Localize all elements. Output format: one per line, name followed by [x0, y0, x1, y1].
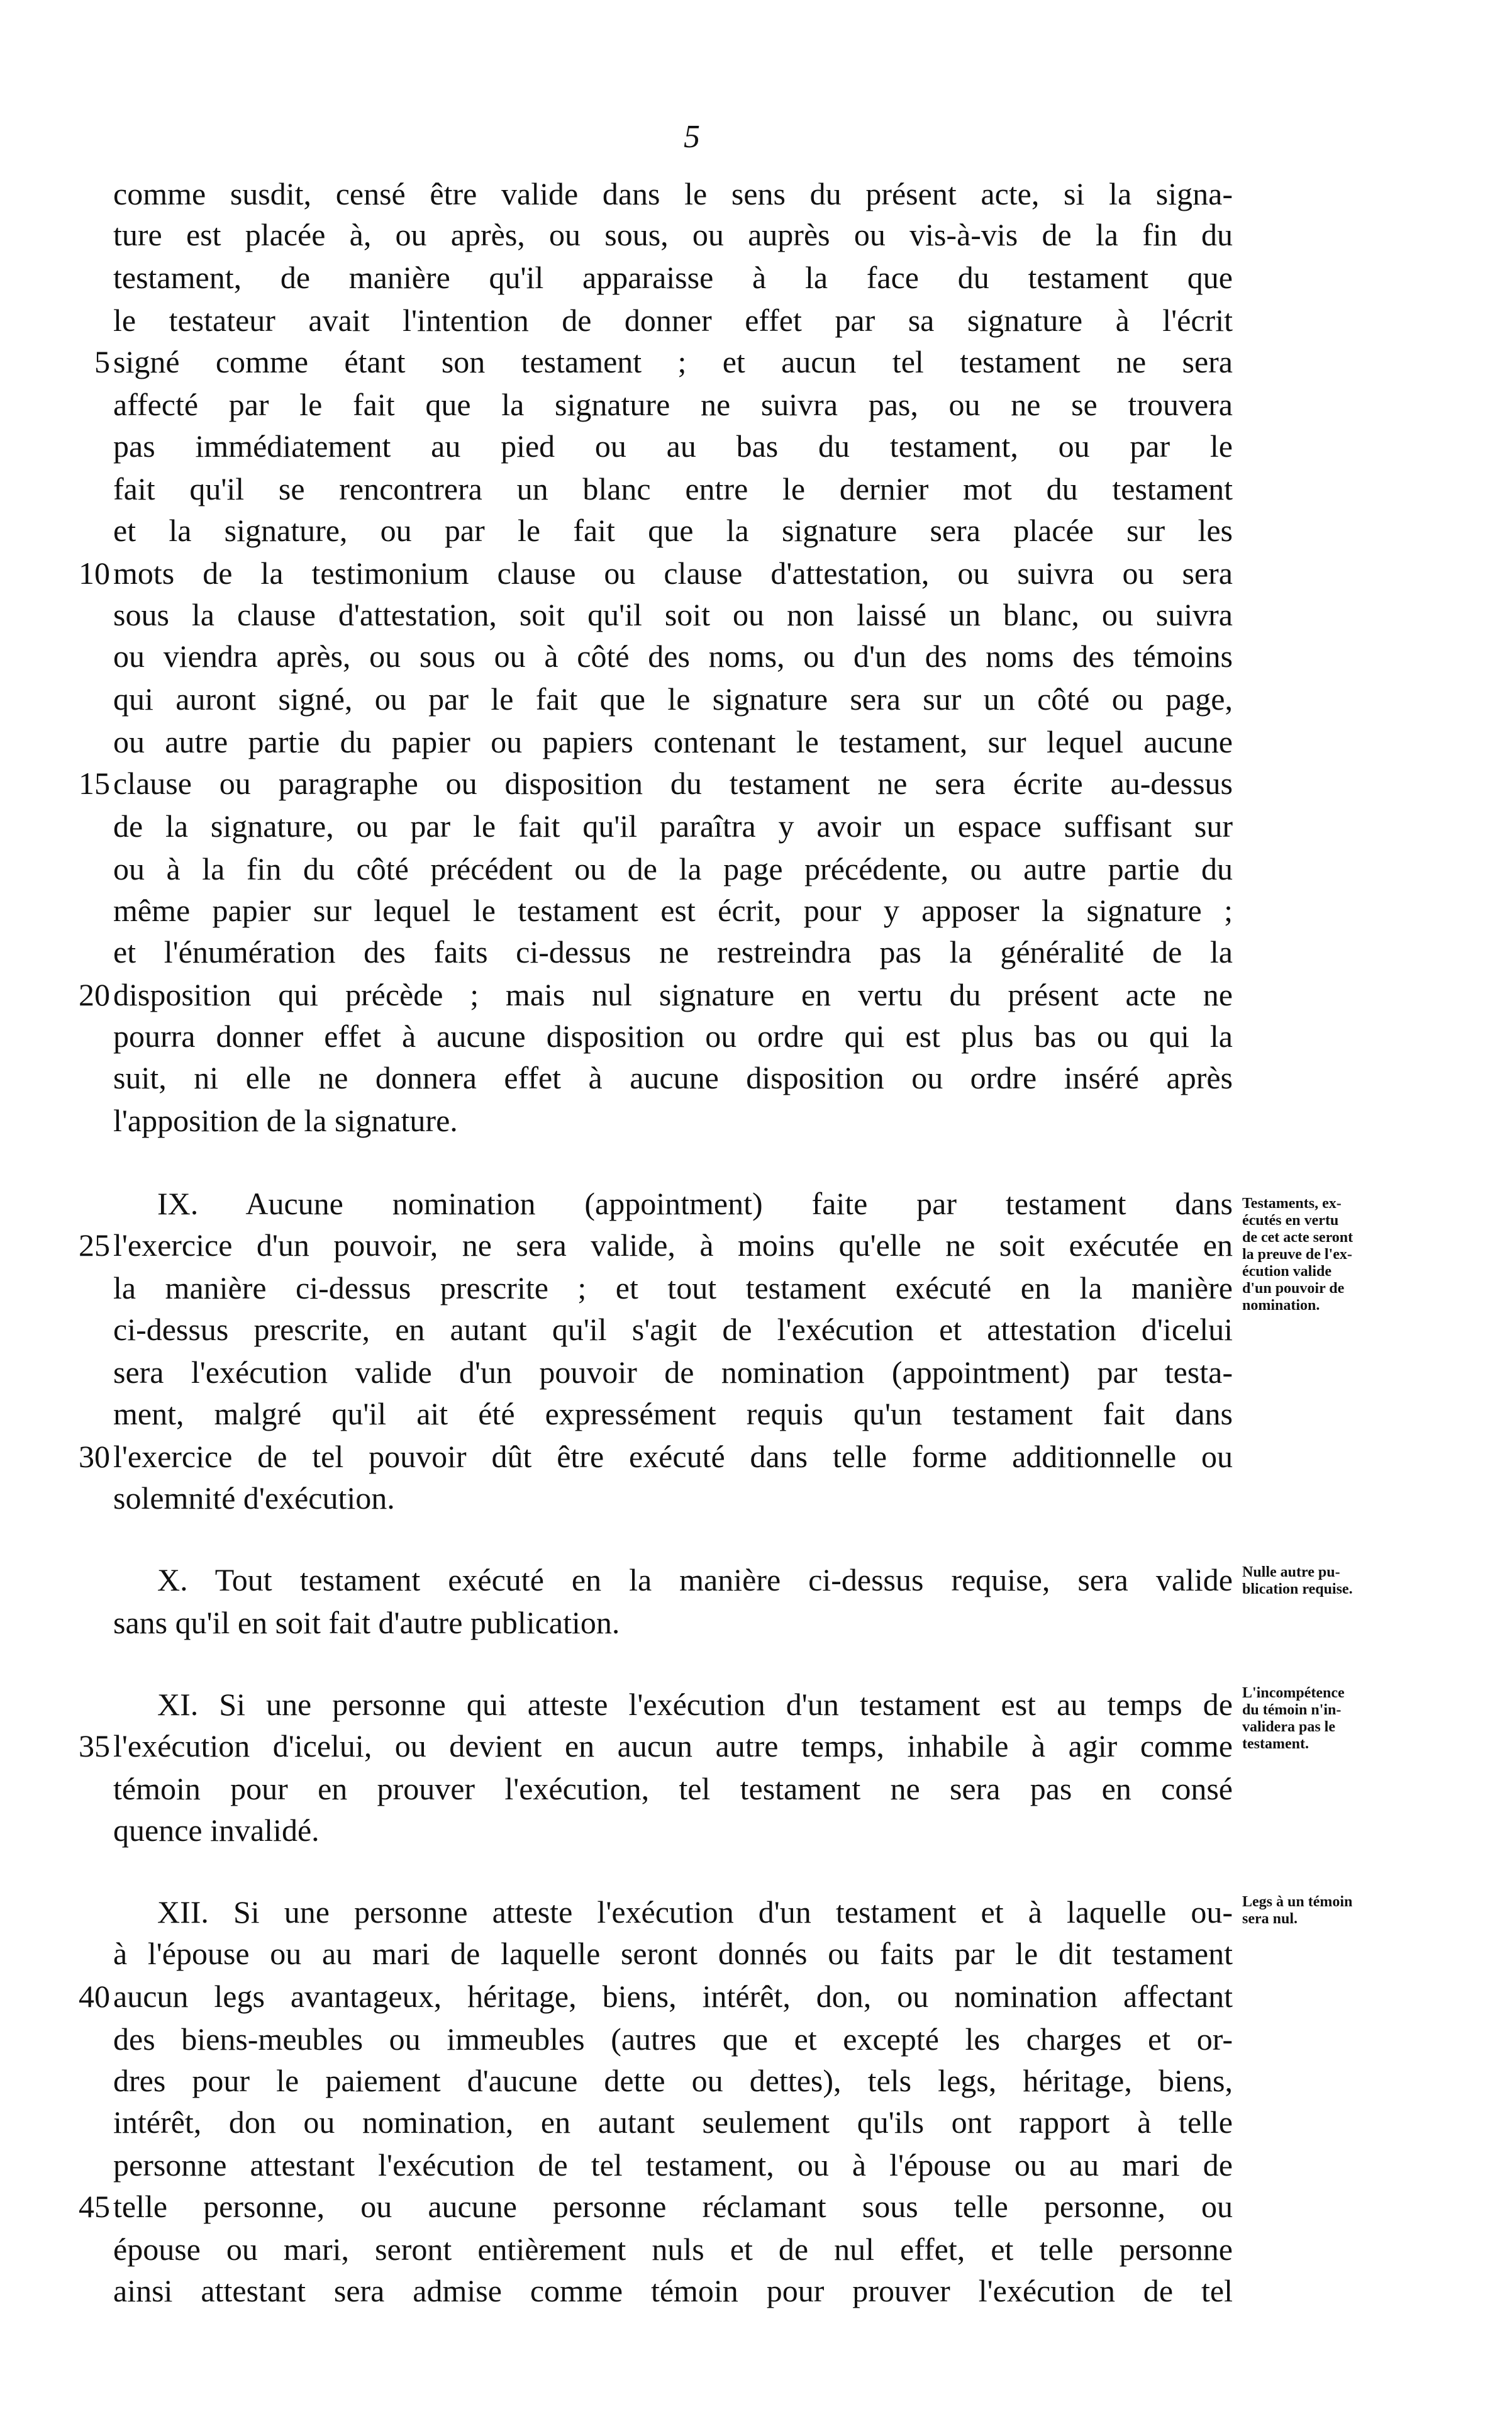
text-line — [113, 299, 1233, 341]
text-line-content: l'exercice d'un pouvoir, ne sera valide, à moins qu'elle ne soit exécutée en — [113, 1227, 1233, 1263]
text-line — [113, 1015, 1233, 1057]
text-line-content: de la signature, ou par le fait qu'il paraîtra y avoir un espace suffisant sur — [113, 808, 1233, 844]
line-number: 45 — [79, 2189, 110, 2224]
text-line-content: suit, ni elle ne donnera effet à aucune disposition ou ordre inséré après — [113, 1060, 1233, 1095]
text-line-content: l'exécution d'icelui, ou devient en aucun autre temps, inhabile à agir comme — [113, 1728, 1233, 1763]
text-line-content: ou autre partie du papier ou papiers contenant le testament, sur lequel aucune — [113, 724, 1233, 759]
margin-note-line: testament. — [1242, 1736, 1309, 1752]
text-line-content: à l'épouse ou au mari de laquelle seront donnés ou faits par le dit testament — [113, 1936, 1233, 1971]
text-line-content: IX. Aucune nomination (appointment) faite par testament dans — [157, 1186, 1233, 1221]
line-number: 35 — [79, 1728, 110, 1763]
margin-note-line: sera nul. — [1242, 1911, 1298, 1927]
text-line-content: ainsi attestant sera admise comme témoin pour prouver l'exécution de tel — [113, 2273, 1233, 2308]
text-line — [113, 2060, 1233, 2101]
margin-note-line: du témoin n'in- — [1242, 1702, 1342, 1718]
line-number: 15 — [79, 766, 110, 801]
margin-note-line: écution valide — [1242, 1263, 1331, 1280]
text-line-content: même papier sur lequel le testament est écrit, pour y apposer la signature ; — [113, 893, 1233, 928]
text-line — [113, 510, 1233, 551]
margin-note-line: écutés en vertu — [1242, 1212, 1339, 1229]
text-line-content: sous la clause d'attestation, soit qu'il soit ou non laissé un blanc, ou suivra — [113, 597, 1233, 632]
text-line-content: épouse ou mari, seront entièrement nuls et de nul effet, et telle personne — [113, 2232, 1233, 2267]
text-line — [113, 468, 1233, 510]
text-line-content: fait qu'il se rencontrera un blanc entre le dernier mot du testament — [113, 471, 1233, 506]
margin-note-line: L'incompétence — [1242, 1685, 1345, 1701]
text-line — [113, 678, 1233, 720]
text-line-content: signé comme étant son testament ; et aucun tel testament ne sera — [113, 344, 1233, 379]
text-line-content: ture est placée à, ou après, ou sous, ou auprès ou vis-à-vis de la fin du — [113, 217, 1233, 252]
margin-note-line: blication requise. — [1242, 1581, 1353, 1597]
margin-note-line: la preuve de l'ex- — [1242, 1246, 1352, 1263]
text-line-content: telle personne, ou aucune personne réclamant sous telle personne, ou — [113, 2189, 1233, 2224]
text-line — [113, 2144, 1233, 2186]
text-line — [113, 1309, 1233, 1350]
margin-note-line: d'un pouvoir de — [1242, 1280, 1345, 1297]
text-line-content: X. Tout testament exécuté en la manière ci-dessus requise, sera valide — [157, 1562, 1233, 1597]
text-line-content: pas immédiatement au pied ou au bas du testament, ou par le — [113, 428, 1233, 464]
text-line — [113, 1976, 1233, 2017]
text-line-content: solemnité d'exécution. — [113, 1480, 395, 1516]
text-line — [113, 1393, 1233, 1434]
text-line-content: l'apposition de la signature. — [113, 1103, 458, 1138]
text-line — [113, 1351, 1233, 1393]
text-line — [113, 1933, 1233, 1974]
text-line — [113, 1559, 1233, 1601]
line-number: 25 — [79, 1227, 110, 1263]
text-line — [113, 1436, 1233, 1477]
text-line-content: intérêt, don ou nomination, en autant seulement qu'ils ont rapport à telle — [113, 2104, 1233, 2140]
text-line — [113, 635, 1233, 677]
line-number: 40 — [79, 1979, 110, 2014]
margin-note-line: validera pas le — [1242, 1719, 1335, 1735]
text-line — [113, 1267, 1233, 1309]
text-line — [113, 594, 1233, 635]
text-line — [113, 974, 1233, 1015]
text-line-content: personne attestant l'exécution de tel testament, ou à l'épouse ou au mari de — [113, 2147, 1233, 2183]
text-line-content: ou à la fin du côté précédent ou de la page précédente, ou autre partie du — [113, 851, 1233, 886]
text-line — [113, 805, 1233, 847]
text-line — [113, 1057, 1233, 1098]
line-number: 20 — [79, 977, 110, 1012]
text-line-content: la manière ci-dessus prescrite ; et tout testament exécuté en la manière — [113, 1270, 1233, 1305]
text-line — [113, 1725, 1233, 1767]
text-line — [113, 1684, 1233, 1725]
text-line-content: XI. Si une personne qui atteste l'exécution d'un testament est au temps de — [157, 1687, 1233, 1722]
margin-note — [1242, 1894, 1421, 1928]
margin-note-line: nomination. — [1242, 1297, 1320, 1314]
text-line-content: XII. Si une personne atteste l'exécution d'un testament et à laquelle ou- — [157, 1894, 1233, 1930]
text-line-content: et la signature, ou par le fait que la signature sera placée sur les — [113, 513, 1233, 548]
text-line-content: aucun legs avantageux, héritage, biens, intérêt, don, ou nomination affectant — [113, 1979, 1233, 2014]
text-line — [113, 425, 1233, 467]
line-number: 10 — [79, 556, 110, 591]
text-line — [113, 214, 1233, 255]
text-line-content: comme susdit, censé être valide dans le sens du présent acte, si la signa- — [113, 176, 1233, 211]
text-line-content: ou viendra après, ou sous ou à côté des noms, ou d'un des noms des témoins — [113, 639, 1233, 674]
text-line-content: l'exercice de tel pouvoir dût être exécuté dans telle forme additionnelle ou — [113, 1439, 1233, 1474]
text-line — [113, 1100, 1233, 1141]
text-line — [113, 1891, 1233, 1933]
margin-note — [1242, 1564, 1421, 1598]
text-line — [113, 2270, 1233, 2311]
margin-note-line: de cet acte seront — [1242, 1229, 1354, 1246]
text-line-content: et l'énumération des faits ci-dessus ne restreindra pas la généralité de la — [113, 934, 1233, 970]
text-line-content: clause ou paragraphe ou disposition du testament ne sera écrite au-dessus — [113, 766, 1233, 801]
text-line-content: testament, de manière qu'il apparaisse à la face du testament que — [113, 260, 1233, 295]
text-line-content: ment, malgré qu'il ait été expressément requis qu'un testament fait dans — [113, 1396, 1233, 1431]
text-line — [113, 2101, 1233, 2143]
page-number: 5 — [684, 119, 700, 155]
text-line — [113, 2018, 1233, 2060]
text-line-content: mots de la testimonium clause ou clause d'attestation, ou suivra ou sera — [113, 556, 1233, 591]
margin-note — [1242, 1685, 1421, 1753]
text-line — [113, 1183, 1233, 1224]
text-line — [113, 1602, 1233, 1643]
text-line — [113, 341, 1233, 383]
text-line — [113, 552, 1233, 594]
text-line — [113, 848, 1233, 890]
text-line — [113, 1768, 1233, 1809]
text-line — [113, 384, 1233, 425]
text-line-content: disposition qui précède ; mais nul signature en vertu du présent acte ne — [113, 977, 1233, 1012]
text-line — [113, 890, 1233, 931]
text-line — [113, 257, 1233, 298]
text-line — [113, 173, 1233, 215]
text-line — [113, 763, 1233, 804]
text-line — [113, 2186, 1233, 2227]
text-line-content: le testateur avait l'intention de donner effet par sa signature à l'écrit — [113, 303, 1233, 338]
text-line-content: des biens-meubles ou immeubles (autres que et excepté les charges et or- — [113, 2021, 1233, 2057]
margin-note-line: Testaments, ex- — [1242, 1195, 1342, 1212]
text-line-content: sans qu'il en soit fait d'autre publication. — [113, 1605, 620, 1640]
text-line-content: dres pour le paiement d'aucune dette ou dettes), tels legs, héritage, biens, — [113, 2063, 1233, 2098]
text-line-content: quence invalidé. — [113, 1813, 320, 1848]
line-number: 5 — [94, 344, 110, 379]
margin-note — [1242, 1195, 1421, 1314]
text-line — [113, 721, 1233, 763]
text-line-content: ci-dessus prescrite, en autant qu'il s'agit de l'exécution et attestation d'icelui — [113, 1312, 1233, 1347]
text-line-content: pourra donner effet à aucune disposition ou ordre qui est plus bas ou qui la — [113, 1019, 1233, 1054]
margin-note-line: Legs à un témoin — [1242, 1894, 1353, 1910]
text-line — [113, 1224, 1233, 1266]
margin-note-line: Nulle autre pu- — [1242, 1564, 1340, 1580]
text-line-content: témoin pour en prouver l'exécution, tel testament ne sera pas en consé — [113, 1771, 1233, 1806]
text-line-content: affecté par le fait que la signature ne suivra pas, ou ne se trouvera — [113, 387, 1233, 422]
text-line-content: sera l'exécution valide d'un pouvoir de nomination (appointment) par testa- — [113, 1355, 1233, 1390]
text-line — [113, 2228, 1233, 2270]
text-line — [113, 931, 1233, 973]
text-line — [113, 1477, 1233, 1519]
text-line-content: qui auront signé, ou par le fait que le signature sera sur un côté ou page, — [113, 681, 1233, 717]
text-line — [113, 1809, 1233, 1851]
line-number: 30 — [79, 1439, 110, 1474]
